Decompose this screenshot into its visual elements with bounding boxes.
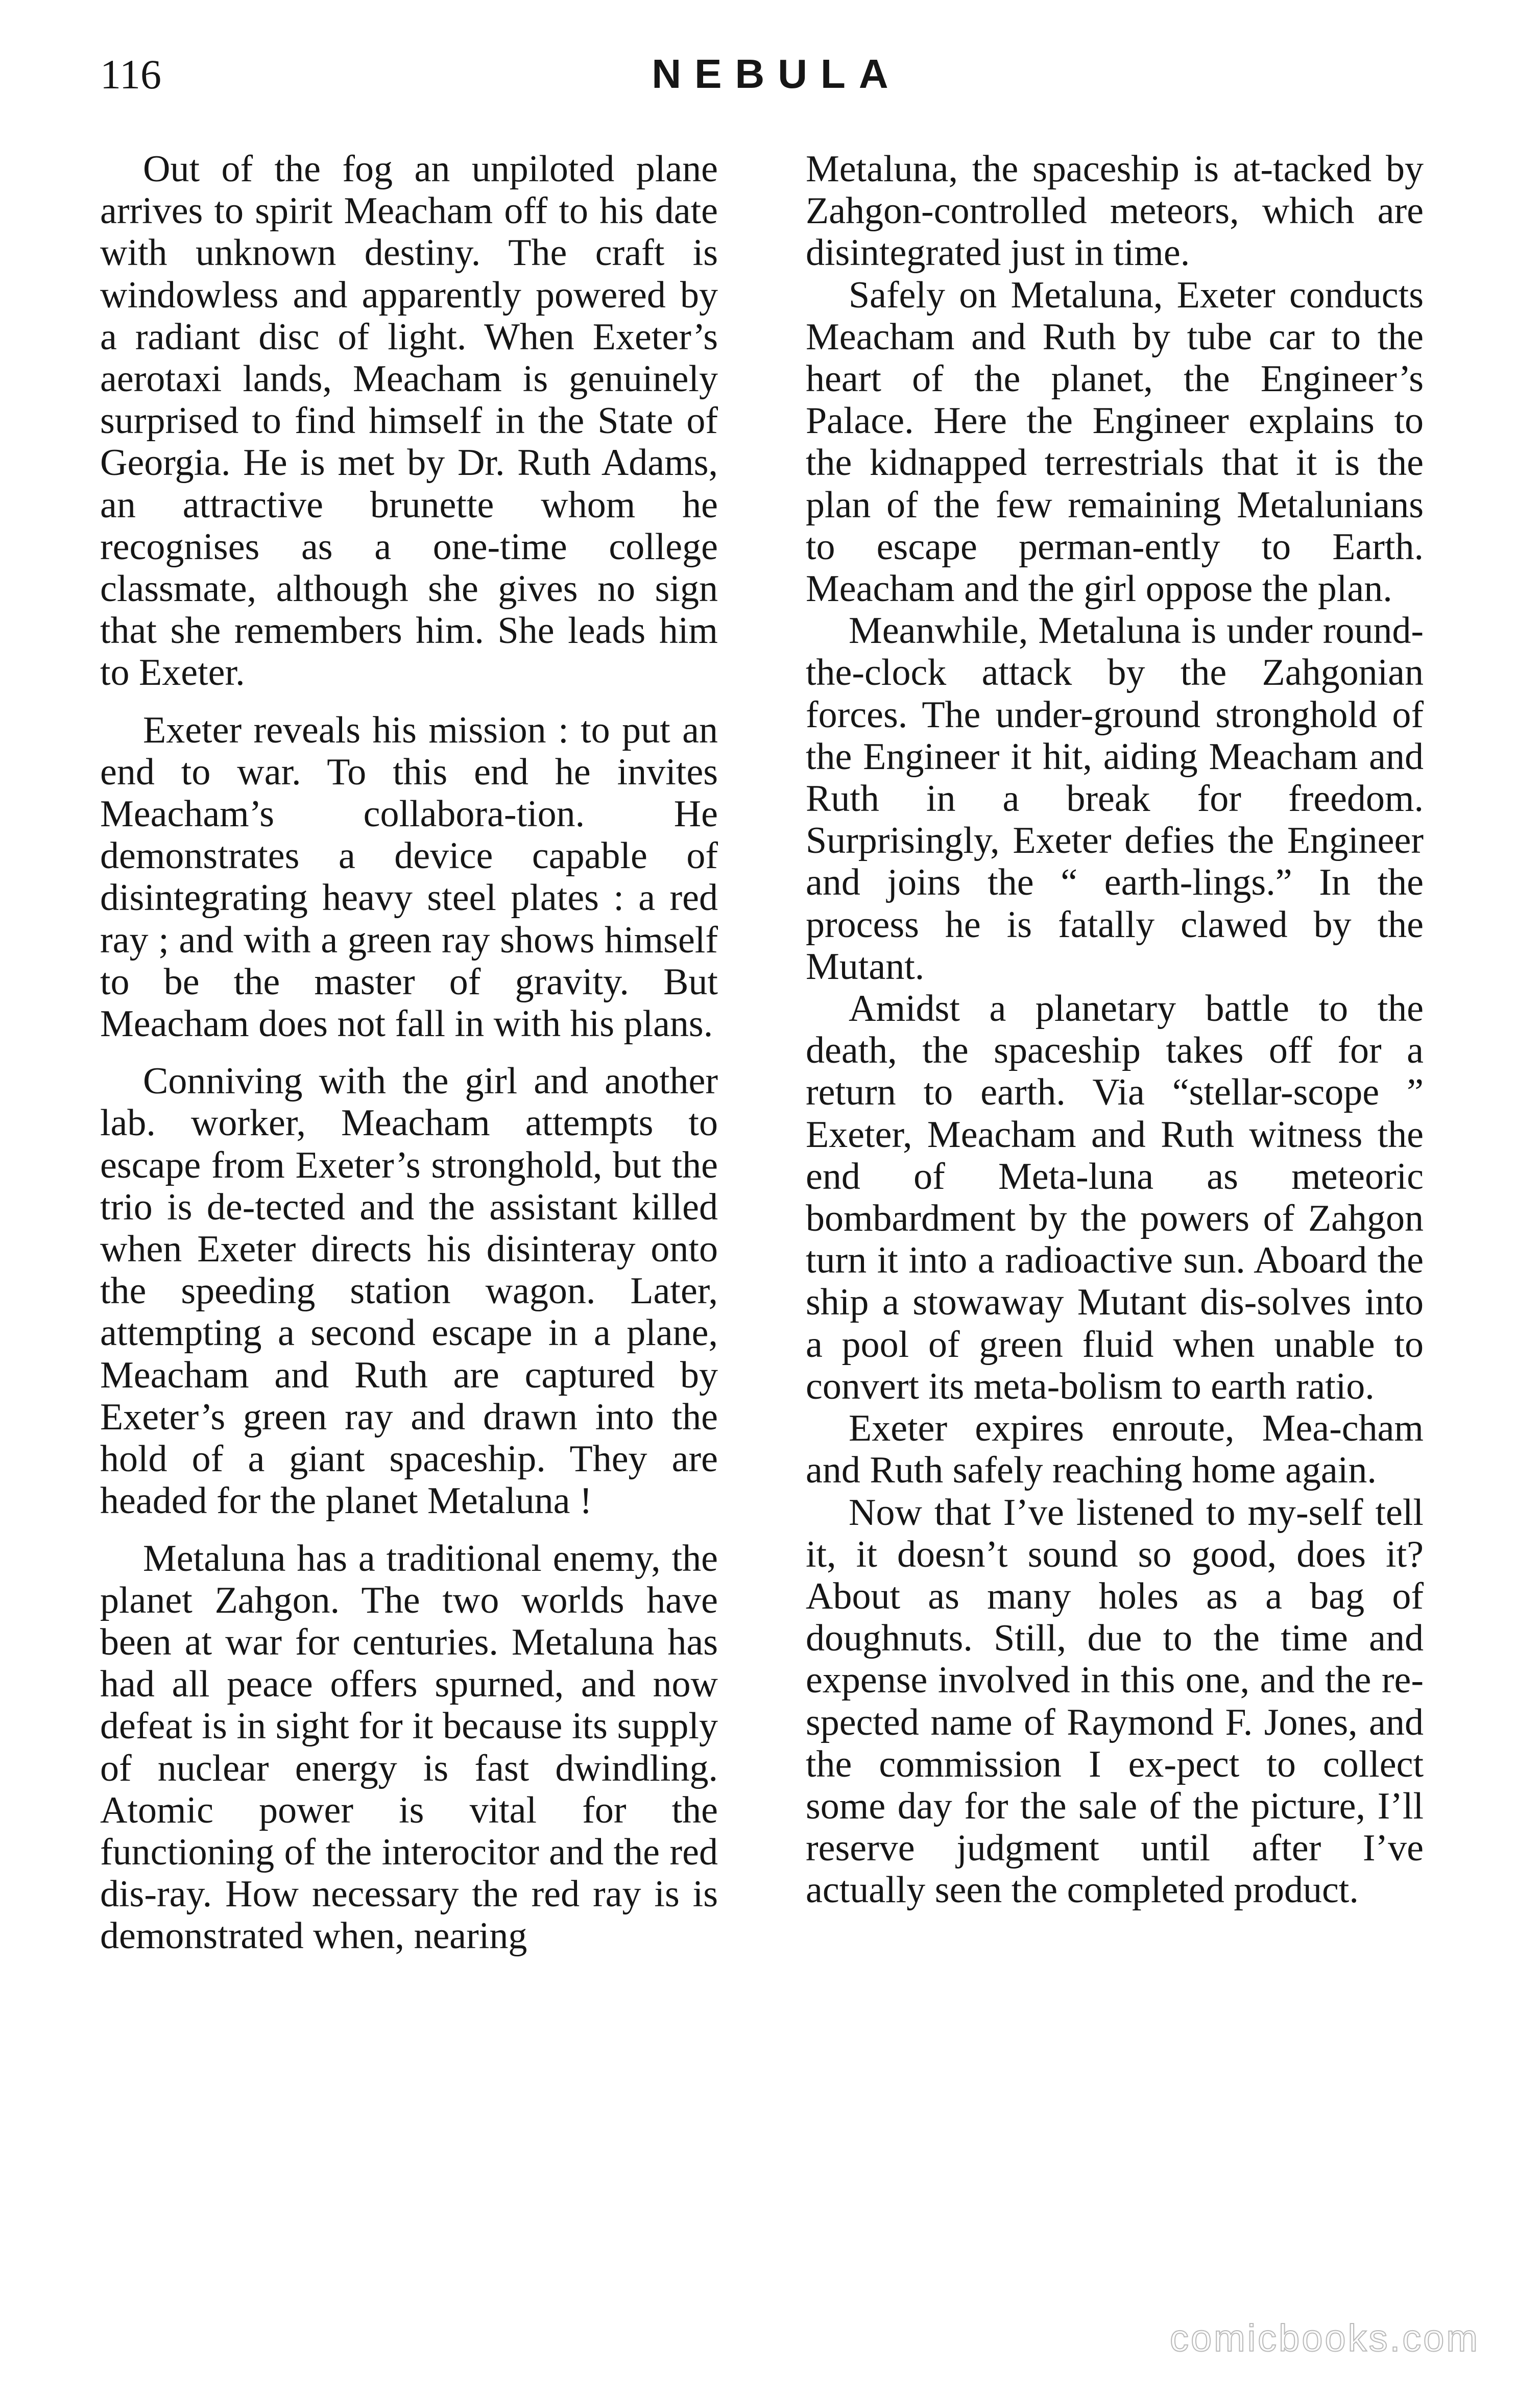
paragraph: Exeter expires enroute, Mea-cham and Ruth safely reaching home again. <box>806 1407 1424 1492</box>
right-column <box>806 148 1424 1911</box>
paragraph: Amidst a planetary battle to the death, the spaceship takes off for a return to earth. Via “stellar-scope ” Exeter, Meacham and Ruth witness the end of Meta-luna as meteoric bombardment by the powers of Zahgon turn it into a radioactive sun. Aboard the ship a stowaway Mutant dis-solves into a pool of green fluid when unable to convert its meta-bolism to earth ratio. <box>806 988 1424 1407</box>
paragraph: Now that I’ve listened to my-self tell it, it doesn’t sound so good, does it? About as many holes as a bag of doughnuts. Still, due to the time and expense involved in this one, and the re-spected name of Raymond F. Jones, and the commission I ex-pect to collect some day for the sale of the picture, I’ll reserve judgment until after I’ve actually seen the completed product. <box>806 1491 1424 1911</box>
paragraph: Conniving with the girl and another lab. worker, Meacham attempts to escape from Exeter’s stronghold, but the trio is de-tected and the assistant killed when Exeter directs his disinteray onto the speeding station wagon. Later, attempting a second escape in a plane, Meacham and Ruth are captured by Exeter’s green ray and drawn into the hold of a giant spaceship. They are headed for the planet Metaluna ! <box>100 1060 718 1522</box>
paragraph: Out of the fog an unpiloted plane arrives to spirit Meacham off to his date with unknown destiny. The craft is windowless and apparently powered by a radiant disc of light. When Exeter’s aerotaxi lands, Meacham is genuinely surprised to find himself in the State of Georgia. He is met by Dr. Ruth Adams, an attractive brunette whom he recognises as a one-time college classmate, although she gives no sign that she remembers him. She leads him to Exeter. <box>100 148 718 694</box>
paragraph: Exeter reveals his mission : to put an end to war. To this end he invites Meacham’s collabora-tion. He demonstrates a device capable of disintegrating heavy steel plates : a red ray ; and with a green ray shows himself to be the master of gravity. But Meacham does not fall in with his plans. <box>100 709 718 1045</box>
paragraph: Safely on Metaluna, Exeter conducts Meacham and Ruth by tube car to the heart of the planet, the Engineer’s Palace. Here the Engineer explains to the kidnapped terrestrials that it is the plan of the few remaining Metalunians to escape perman-ently to Earth. Meacham and the girl oppose the plan. <box>806 274 1424 610</box>
paragraph-continued: Metaluna, the spaceship is at-tacked by Zahgon-controlled meteors, which are disintegrated just in time. <box>806 148 1424 274</box>
paragraph: Meanwhile, Metaluna is under round-the-clock attack by the Zahgonian forces. The under-ground stronghold of the Engineer it hit, aiding Meacham and Ruth in a break for freedom. Surprisingly, Exeter defies the Engineer and joins the “ earth-lings.” In the process he is fatally clawed by the Mutant. <box>806 610 1424 988</box>
page-header <box>0 46 1540 102</box>
running-title: NEBULA <box>652 51 902 97</box>
watermark: comicbooks.com <box>1169 2317 1480 2359</box>
left-column <box>100 148 718 1957</box>
paragraph: Metaluna has a traditional enemy, the planet Zahgon. The two worlds have been at war for centuries. Metaluna has had all peace offers spurned, and now defeat is in sight for it because its supply of nuclear energy is fast dwindling. Atomic power is vital for the functioning of the interocitor and the red dis-ray. How necessary the red ray is is demonstrated when, nearing <box>100 1537 718 1957</box>
page-number: 116 <box>100 51 161 98</box>
